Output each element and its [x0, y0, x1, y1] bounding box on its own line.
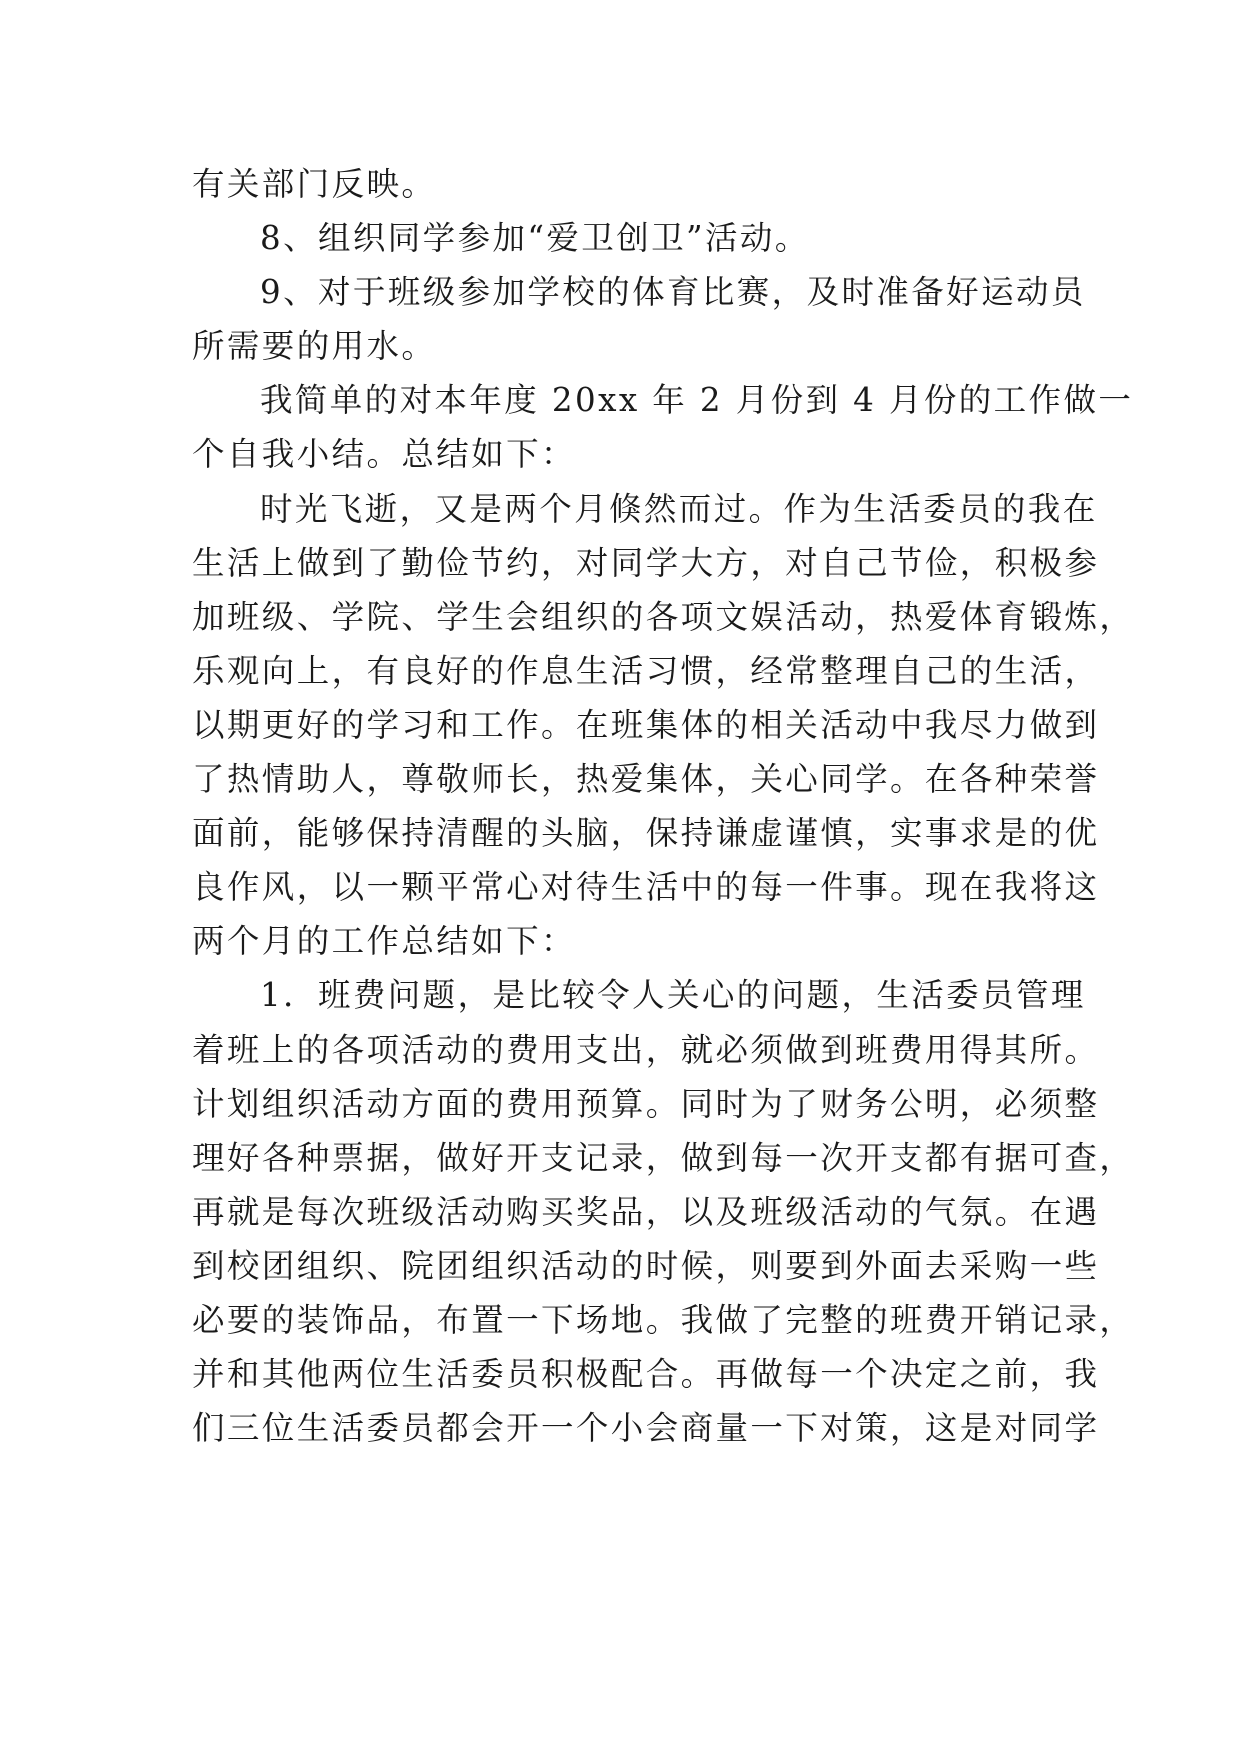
text-line: 再就是每次班级活动购买奖品，以及班级活动的气氛。在遇	[192, 1192, 1100, 1231]
text-line: 了热情助人，尊敬师长，热爱集体，关心同学。在各种荣誉	[192, 760, 1100, 799]
text-line: 有关部门反映。	[192, 165, 437, 203]
text-line: 乐观向上，有良好的作息生活习惯，经常整理自己的生活，	[192, 651, 1100, 690]
text-line: 1．班费问题，是比较令人关心的问题，生活委员管理	[260, 976, 1086, 1015]
text-line: 并和其他两位生活委员积极配合。再做每一个决定之前，我	[192, 1355, 1100, 1394]
text-line: 着班上的各项活动的费用支出，就必须做到班费用得其所。	[192, 1030, 1100, 1069]
text-line: 生活上做到了勤俭节约，对同学大方，对自己节俭，积极参	[192, 543, 1100, 582]
text-line: 到校团组织、院团组织活动的时候，则要到外面去采购一些	[192, 1246, 1100, 1285]
text-line: 两个月的工作总结如下：	[192, 922, 576, 961]
text-line: 计划组织活动方面的费用预算。同时为了财务公明，必须整	[192, 1084, 1100, 1123]
text-line: 良作风，以一颗平常心对待生活中的每一件事。现在我将这	[192, 868, 1100, 907]
text-line: 以期更好的学习和工作。在班集体的相关活动中我尽力做到	[192, 705, 1100, 744]
text-line: 理好各种票据，做好开支记录，做到每一次开支都有据可查，	[192, 1138, 1135, 1177]
document-body	[192, 157, 1135, 1455]
text-line: 时光飞逝，又是两个月倏然而过。作为生活委员的我在	[260, 489, 1098, 528]
text-line: 必要的装饰品，布置一下场地。我做了完整的班费开销记录，	[192, 1300, 1135, 1339]
text-line: 们三位生活委员都会开一个小会商量一下对策，这是对同学	[192, 1409, 1100, 1448]
text-line: 加班级、学院、学生会组织的各项文娱活动，热爱体育锻炼，	[192, 597, 1135, 636]
text-line: 所需要的用水。	[192, 327, 437, 366]
text-line: 9、对于班级参加学校的体育比赛，及时准备好运动员	[260, 273, 1086, 312]
text-line: 8、组织同学参加“爱卫创卫”活动。	[260, 219, 810, 258]
text-line: 面前，能够保持清醒的头脑，保持谦虚谨慎，实事求是的优	[192, 814, 1100, 853]
text-line: 个自我小结。总结如下：	[192, 435, 576, 474]
text-line: 我简单的对本年度 20xx 年 2 月份到 4 月份的工作做一	[260, 381, 1134, 420]
